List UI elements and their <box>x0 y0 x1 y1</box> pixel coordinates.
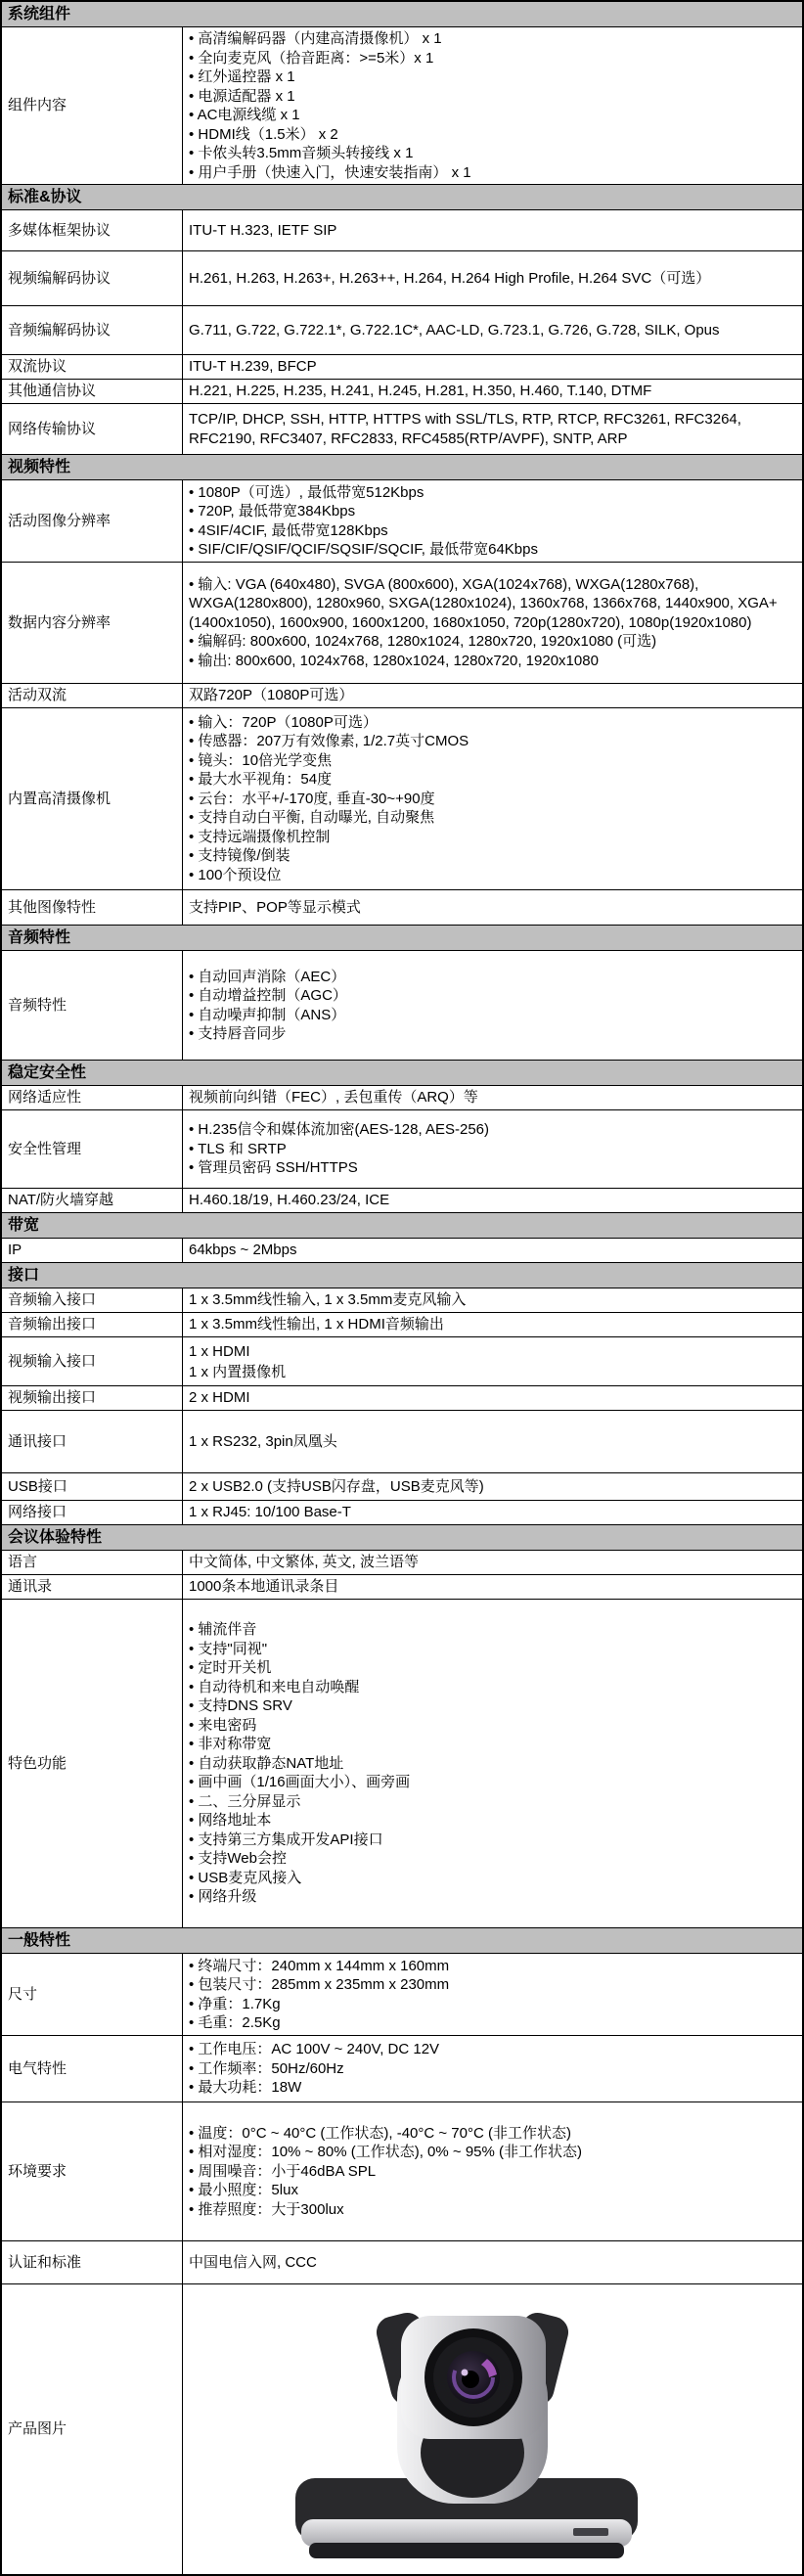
value-text: H.261, H.263, H.263+, H.263++, H.264, H.264 High Profile, H.264 SVC（可选） <box>189 269 711 287</box>
spec-value <box>183 1600 802 1927</box>
spec-row <box>2 951 802 1061</box>
spec-value <box>183 1411 802 1472</box>
bullet-list <box>189 1620 410 1907</box>
value-text: 64kbps ~ 2Mbps <box>189 1242 297 1259</box>
spec-row <box>2 1551 802 1575</box>
bullet-item: • 最小照度：5lux <box>189 2181 582 2200</box>
bullet-item: • 周围噪音：小于46dBA SPL <box>189 2162 582 2182</box>
spec-label: 视频输入接口 <box>2 1337 183 1385</box>
bullet-item: • 传感器：207万有效像素, 1/2.7英寸CMOS <box>189 732 469 751</box>
section-header: 稳定安全性 <box>2 1061 802 1086</box>
bullet-list <box>189 29 471 182</box>
spec-value <box>183 1386 802 1410</box>
bullet-list <box>189 2124 582 2220</box>
spec-row <box>2 27 802 185</box>
bullet-item: • 支持唇音同步 <box>189 1024 347 1044</box>
bullet-item: • 1080P（可选）, 最低带宽512Kbps <box>189 483 538 503</box>
spec-value <box>183 1189 802 1212</box>
value-text: 1 x 3.5mm线性输入, 1 x 3.5mm麦克风输入 <box>189 1291 467 1309</box>
spec-row <box>2 1313 802 1337</box>
spec-label: 通讯接口 <box>2 1411 183 1472</box>
bullet-item: • 自动噪声抑制（ANS） <box>189 1006 347 1025</box>
bullet-item: • 推荐照度：大于300lux <box>189 2200 582 2220</box>
spec-value <box>183 27 802 184</box>
bullet-item: • H.235信令和媒体流加密(AES-128, AES-256) <box>189 1120 489 1140</box>
bullet-item: • 画中画（1/16画面大小）、画旁画 <box>189 1773 410 1792</box>
spec-label: IP <box>2 1239 183 1262</box>
spec-value <box>183 2284 802 2574</box>
spec-row <box>2 480 802 563</box>
bullet-item: • 支持远端摄像机控制 <box>189 828 469 847</box>
spec-label: 环境要求 <box>2 2102 183 2240</box>
bullet-item: • AC电源线缆 x 1 <box>189 106 471 125</box>
value-text: 支持PIP、POP等显示模式 <box>189 898 361 916</box>
value-text: 中文简体, 中文繁体, 英文, 波兰语等 <box>189 1554 420 1571</box>
spec-value <box>183 1551 802 1574</box>
spec-value <box>183 1954 802 2035</box>
spec-label: 网络传输协议 <box>2 404 183 454</box>
spec-row <box>2 1954 802 2036</box>
value-text: 1 x RJ45: 10/100 Base-T <box>189 1504 351 1521</box>
bullet-list <box>189 483 538 560</box>
bullet-item: • 非对称带宽 <box>189 1735 410 1754</box>
bullet-item: • 终端尺寸：240mm x 144mm x 160mm <box>189 1957 449 1976</box>
bullet-item: • 4SIF/4CIF, 最低带宽128Kbps <box>189 521 538 541</box>
spec-row <box>2 2036 802 2102</box>
bullet-item: • 高清编解码器（内建高清摄像机） x 1 <box>189 29 471 49</box>
bullet-item: • 最大水平视角：54度 <box>189 770 469 790</box>
spec-row <box>2 1086 802 1110</box>
spec-row <box>2 1110 802 1189</box>
spec-value <box>183 306 802 354</box>
bullet-item: • 输入: VGA (640x480), SVGA (800x600), XGA(1024x768), WXGA(1280x768), WXGA(1280x800), 1280x960, SXGA(1280x1024), 1360x768, 1366x768, 1440x900, XGA+(1400x1050), 1600x900, 1600x1200, 1680x1050, 720p(1280x720), 1080p(1920x1080) <box>189 575 794 633</box>
bullet-item: • 网络升级 <box>189 1887 410 1907</box>
section-header: 标准&协议 <box>2 185 802 210</box>
value-text: 2 x USB2.0 (支持USB闪存盘，USB麦克风等) <box>189 1477 484 1495</box>
spec-row <box>2 1575 802 1600</box>
value-text: G.711, G.722, G.722.1*, G.722.1C*, AAC-LD, G.723.1, G.726, G.728, SILK, Opus <box>189 321 720 339</box>
bullet-item: • 来电密码 <box>189 1716 410 1736</box>
value-line: 1 x HDMI <box>189 1342 250 1360</box>
spec-label: 安全性管理 <box>2 1110 183 1188</box>
section-header: 接口 <box>2 1263 802 1288</box>
section-header: 音频特性 <box>2 926 802 951</box>
spec-row <box>2 1337 802 1386</box>
bullet-list <box>189 713 469 885</box>
spec-row <box>2 210 802 251</box>
bullet-item: • 红外遥控器 x 1 <box>189 68 471 87</box>
spec-row <box>2 1239 802 1263</box>
value-text: 2 x HDMI <box>189 1389 250 1407</box>
spec-row <box>2 2284 802 2574</box>
bullet-item: • 温度：0°C ~ 40°C (工作状态), -40°C ~ 70°C (非工作状态) <box>189 2124 582 2144</box>
value-text: ITU-T H.239, BFCP <box>189 358 317 376</box>
bullet-list <box>189 968 347 1044</box>
spec-value <box>183 404 802 454</box>
spec-label: 多媒体框架协议 <box>2 210 183 250</box>
spec-row <box>2 2241 802 2284</box>
bullet-item: • 支持第三方集成开发API接口 <box>189 1830 410 1850</box>
spec-label: 认证和标准 <box>2 2241 183 2283</box>
bullet-item: • 净重：1.7Kg <box>189 1995 449 2014</box>
spec-value <box>183 1086 802 1109</box>
value-text: 1 x 3.5mm线性输出, 1 x HDMI音频输出 <box>189 1316 444 1333</box>
bullet-list <box>189 1120 489 1178</box>
spec-label: 音频输入接口 <box>2 1288 183 1312</box>
spec-value <box>183 2241 802 2283</box>
spec-row <box>2 306 802 355</box>
section-header: 带宽 <box>2 1213 802 1239</box>
bullet-list <box>189 1957 449 2033</box>
spec-value <box>183 684 802 707</box>
bullet-item: • 毛重：2.5Kg <box>189 2013 449 2033</box>
spec-label: 音频编解码协议 <box>2 306 183 354</box>
spec-value <box>183 951 802 1060</box>
spec-row <box>2 684 802 708</box>
spec-row <box>2 404 802 455</box>
spec-value <box>183 380 802 403</box>
spec-label: 其他图像特性 <box>2 890 183 925</box>
spec-row <box>2 2102 802 2241</box>
bullet-item: • 支持DNS SRV <box>189 1696 410 1716</box>
bullet-item: • 支持镜像/倒装 <box>189 846 469 866</box>
spec-label: 网络适应性 <box>2 1086 183 1109</box>
bullet-item: • HDMI线（1.5米） x 2 <box>189 125 471 145</box>
bullet-item: • USB麦克风接入 <box>189 1869 410 1888</box>
spec-label: 通讯录 <box>2 1575 183 1599</box>
spec-row <box>2 890 802 926</box>
spec-label: 内置高清摄像机 <box>2 708 183 889</box>
spec-value <box>183 2102 802 2240</box>
bullet-list <box>189 575 794 671</box>
value-text: H.460.18/19, H.460.23/24, ICE <box>189 1192 390 1209</box>
spec-row <box>2 563 802 684</box>
bullet-item: • 定时开关机 <box>189 1658 410 1678</box>
spec-value <box>183 1473 802 1500</box>
bullet-item: • 自动增益控制（AGC） <box>189 986 347 1006</box>
value-text: 双路720P（1080P可选） <box>189 687 354 704</box>
bullet-item: • 管理员密码 SSH/HTTPS <box>189 1158 489 1178</box>
spec-row <box>2 1473 802 1501</box>
spec-value <box>183 1337 802 1385</box>
spec-row <box>2 1501 802 1525</box>
bullet-item: • 用户手册（快速入门，快速安装指南） x 1 <box>189 163 471 183</box>
bullet-item: • 工作频率：50Hz/60Hz <box>189 2059 439 2079</box>
bullet-item: • 最大功耗：18W <box>189 2078 439 2098</box>
spec-label: 特色功能 <box>2 1600 183 1927</box>
bullet-item: • TLS 和 SRTP <box>189 1140 489 1159</box>
spec-value <box>183 1288 802 1312</box>
value-text: H.221, H.225, H.235, H.241, H.245, H.281, H.350, H.460, T.140, DTMF <box>189 383 652 400</box>
spec-value <box>183 480 802 562</box>
spec-value <box>183 355 802 379</box>
spec-label: 网络接口 <box>2 1501 183 1524</box>
spec-label: 活动双流 <box>2 684 183 707</box>
spec-value <box>183 251 802 305</box>
value-lines <box>189 1341 286 1382</box>
value-text: 视频前向纠错（FEC）, 丢包重传（ARQ）等 <box>189 1089 478 1107</box>
spec-value <box>183 2036 802 2101</box>
value-text: ITU-T H.323, IETF SIP <box>189 221 337 239</box>
spec-row <box>2 1288 802 1313</box>
spec-value <box>183 1313 802 1336</box>
spec-value <box>183 1501 802 1524</box>
value-text: 中国电信入网, CCC <box>189 2253 317 2271</box>
section-header: 视频特性 <box>2 455 802 480</box>
bullet-item: • 输出: 800x600, 1024x768, 1280x1024, 1280x720, 1920x1080 <box>189 652 794 671</box>
spec-label: 组件内容 <box>2 27 183 184</box>
bullet-item: • 二、三分屏显示 <box>189 1792 410 1812</box>
spec-value <box>183 1575 802 1599</box>
value-text: 1 x RS232, 3pin凤凰头 <box>189 1432 337 1450</box>
spec-row <box>2 1189 802 1213</box>
spec-label: 电气特性 <box>2 2036 183 2101</box>
spec-label: 其他通信协议 <box>2 380 183 403</box>
spec-label: 视频编解码协议 <box>2 251 183 305</box>
bullet-item: • 输入：720P（1080P可选） <box>189 713 469 733</box>
spec-value <box>183 210 802 250</box>
spec-label: 语言 <box>2 1551 183 1574</box>
spec-label: 数据内容分辨率 <box>2 563 183 683</box>
spec-row <box>2 708 802 890</box>
spec-row <box>2 1411 802 1473</box>
spec-value <box>183 708 802 889</box>
bullet-item: • 720P, 最低带宽384Kbps <box>189 502 538 521</box>
value-text: TCP/IP, DHCP, SSH, HTTP, HTTPS with SSL/TLS, RTP, RTCP, RFC3261, RFC3264, RFC2190, RFC3407, RFC2833, RFC4585(RTP/AVPF), SNTP, ARP <box>189 411 741 447</box>
bullet-item: • 电源适配器 x 1 <box>189 87 471 107</box>
spec-row <box>2 251 802 306</box>
spec-value <box>183 1110 802 1188</box>
bullet-item: • 编解码: 800x600, 1024x768, 1280x1024, 1280x720, 1920x1080 (可选) <box>189 632 794 652</box>
spec-label: 活动图像分辨率 <box>2 480 183 562</box>
spec-row <box>2 1600 802 1928</box>
spec-value <box>183 1239 802 1262</box>
spec-label: NAT/防火墙穿越 <box>2 1189 183 1212</box>
camera-base-port <box>573 2528 608 2536</box>
value-text: 1000条本地通讯录条目 <box>189 1578 339 1596</box>
section-header: 系统组件 <box>2 2 802 27</box>
bullet-item: • 支持自动白平衡, 自动曝光, 自动聚焦 <box>189 808 469 828</box>
bullet-item: • 辅流伴音 <box>189 1620 410 1640</box>
spec-value <box>183 890 802 925</box>
bullet-item: • 自动待机和来电自动唤醒 <box>189 1678 410 1697</box>
spec-label: USB接口 <box>2 1473 183 1500</box>
spec-label: 产品图片 <box>2 2284 183 2574</box>
spec-row <box>2 355 802 380</box>
spec-label: 尺寸 <box>2 1954 183 2035</box>
bullet-item: • 镜头：10倍光学变焦 <box>189 751 469 771</box>
camera-base-bottom <box>309 2543 624 2558</box>
bullet-item: • 工作电压：AC 100V ~ 240V, DC 12V <box>189 2040 439 2059</box>
lens-glint <box>461 2370 468 2376</box>
spec-label: 音频输出接口 <box>2 1313 183 1336</box>
bullet-item: • 云台：水平+/-170度, 垂直-30~+90度 <box>189 790 469 809</box>
bullet-item: • 自动获取静态NAT地址 <box>189 1754 410 1774</box>
bullet-item: • SIF/CIF/QSIF/QCIF/SQSIF/SQCIF, 最低带宽64Kbps <box>189 540 538 560</box>
bullet-item: • 卡侬头转3.5mm音频头转接线 x 1 <box>189 144 471 163</box>
bullet-item: • 支持Web会控 <box>189 1849 410 1869</box>
spec-label: 音频特性 <box>2 951 183 1060</box>
bullet-item: • 自动回声消除（AEC） <box>189 968 347 987</box>
spec-row <box>2 1386 802 1411</box>
spec-value <box>183 563 802 683</box>
section-header: 会议体验特性 <box>2 1525 802 1551</box>
bullet-item: • 全向麦克风（拾音距离：>=5米）x 1 <box>189 49 471 68</box>
bullet-list <box>189 2040 439 2098</box>
spec-label: 视频输出接口 <box>2 1386 183 1410</box>
bullet-item: • 包装尺寸：285mm x 235mm x 230mm <box>189 1975 449 1995</box>
bullet-item: • 100个预设位 <box>189 866 469 885</box>
bullet-item: • 支持"同视" <box>189 1640 410 1659</box>
bullet-item: • 网络地址本 <box>189 1811 410 1830</box>
section-header: 一般特性 <box>2 1928 802 1954</box>
ptz-camera-image <box>282 2286 702 2572</box>
spec-row <box>2 380 802 404</box>
bullet-item: • 相对湿度：10% ~ 80% (工作状态), 0% ~ 95% (非工作状态) <box>189 2143 582 2162</box>
spec-label: 双流协议 <box>2 355 183 379</box>
value-line: 1 x 内置摄像机 <box>189 1363 287 1380</box>
